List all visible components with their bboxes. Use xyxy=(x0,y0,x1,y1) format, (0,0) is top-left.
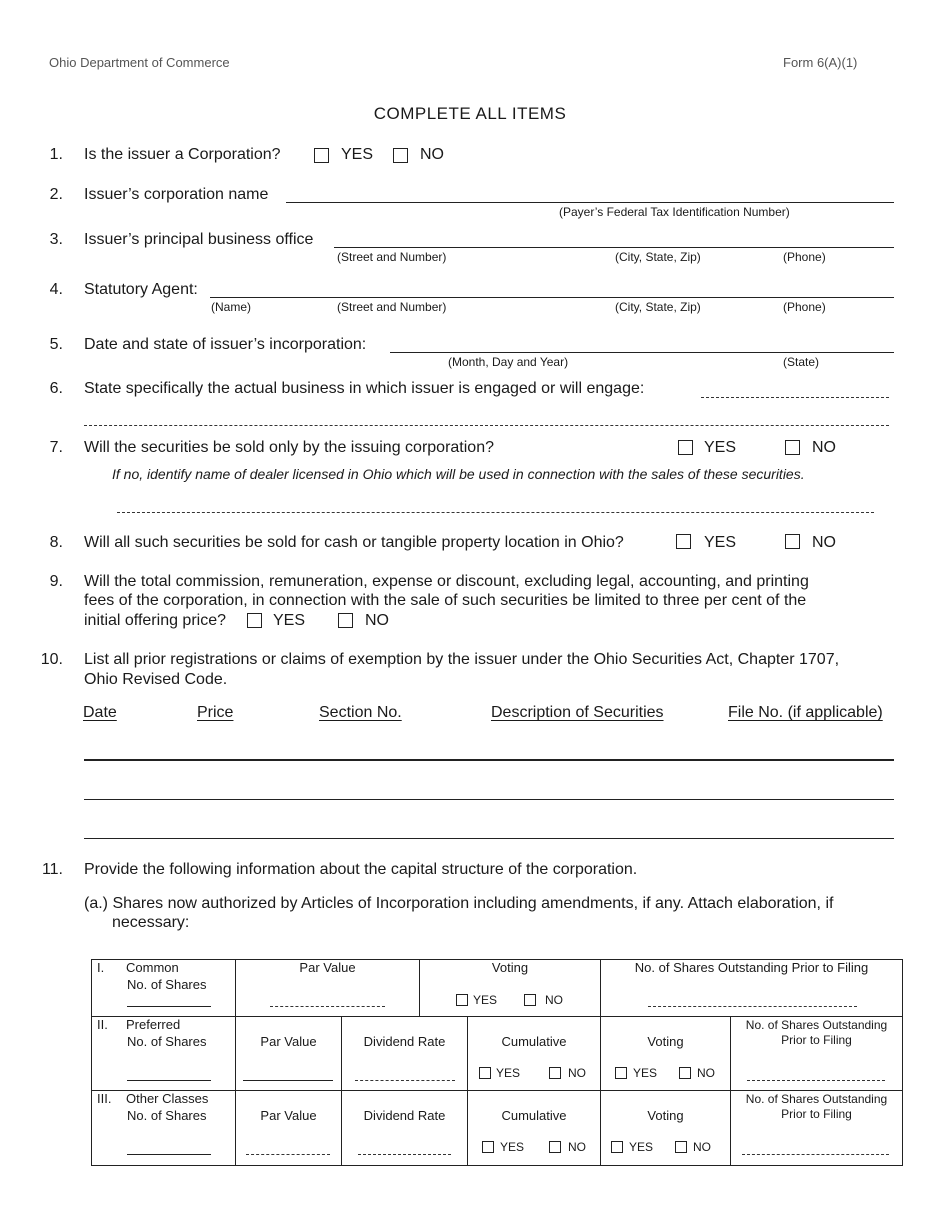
item-number: 6. xyxy=(49,380,63,397)
row3-class: Other Classes xyxy=(126,1091,209,1106)
q1-yes-label: YES xyxy=(341,146,374,163)
row2-cumulative-yes-label: YES xyxy=(496,1066,521,1080)
row1-shares-label: No. of Shares xyxy=(127,977,207,992)
q7-dealer-field[interactable] xyxy=(117,512,874,513)
q6-business-field-line2[interactable] xyxy=(84,425,889,426)
q10-entry-line[interactable] xyxy=(84,838,894,839)
q4-name-caption: (Name) xyxy=(211,300,252,314)
q5-date-caption: (Month, Day and Year) xyxy=(448,355,569,369)
row3-par-field[interactable] xyxy=(246,1154,330,1155)
row3-cumulative-label: Cumulative xyxy=(501,1108,567,1123)
q1-no-checkbox[interactable] xyxy=(393,148,408,163)
q10-col-price: Price xyxy=(197,704,234,721)
q10-line2: Ohio Revised Code. xyxy=(84,671,228,688)
q9-yes-checkbox[interactable] xyxy=(247,613,262,628)
q3-label: Issuer’s principal business office xyxy=(84,231,314,248)
row3-outstanding-label-1: No. of Shares Outstanding xyxy=(745,1092,888,1106)
item-number: 4. xyxy=(49,281,63,298)
table-border xyxy=(91,1016,903,1017)
row2-outstanding-label-1: No. of Shares Outstanding xyxy=(745,1018,888,1032)
row2-voting-no-label: NO xyxy=(697,1066,715,1080)
row3-outstanding-label-2: Prior to Filing xyxy=(781,1107,852,1121)
table-border xyxy=(91,1165,903,1166)
q1-no-label: NO xyxy=(420,146,444,163)
q5-date-state-field[interactable] xyxy=(390,352,894,353)
q5-state-caption: (State) xyxy=(783,355,820,369)
q6-business-field[interactable] xyxy=(701,397,889,398)
row2-cumulative-yes-checkbox[interactable] xyxy=(479,1067,491,1079)
row2-voting-yes-checkbox[interactable] xyxy=(615,1067,627,1079)
q1-label: Is the issuer a Corporation? xyxy=(84,146,281,163)
row3-cumulative-yes-checkbox[interactable] xyxy=(482,1141,494,1153)
row2-voting-label: Voting xyxy=(647,1034,684,1049)
item-number: 7. xyxy=(49,439,63,456)
row2-class: Preferred xyxy=(126,1017,181,1032)
row1-voting-no-checkbox[interactable] xyxy=(524,994,536,1006)
row3-dividend-field[interactable] xyxy=(358,1154,451,1155)
row2-shares-label: No. of Shares xyxy=(127,1034,207,1049)
row3-cumulative-no-checkbox[interactable] xyxy=(549,1141,561,1153)
row2-outstanding-field[interactable] xyxy=(747,1080,885,1081)
row2-cumulative-no-checkbox[interactable] xyxy=(549,1067,561,1079)
row3-cumulative-no-label: NO xyxy=(568,1140,586,1154)
row2-cumulative-label: Cumulative xyxy=(501,1034,567,1049)
item-number: 9. xyxy=(49,573,63,590)
row3-shares-field[interactable] xyxy=(127,1154,211,1155)
row3-voting-yes-label: YES xyxy=(629,1140,654,1154)
q4-phone-caption: (Phone) xyxy=(783,300,826,314)
item-number: 11. xyxy=(41,861,63,878)
row3-cumulative-yes-label: YES xyxy=(500,1140,525,1154)
q2-label: Issuer’s corporation name xyxy=(84,186,269,203)
q9-line3: initial offering price? xyxy=(84,612,227,629)
q4-label: Statutory Agent: xyxy=(84,281,198,298)
item-number: 10. xyxy=(40,651,63,668)
q9-line1: Will the total commission, remuneration, expense or discount, excluding legal, accounting, and printing xyxy=(84,573,809,590)
row3-outstanding-field[interactable] xyxy=(742,1154,889,1155)
row2-voting-yes-label: YES xyxy=(633,1066,658,1080)
q3-city-caption: (City, State, Zip) xyxy=(615,250,701,264)
row3-voting-no-label: NO xyxy=(693,1140,711,1154)
row3-voting-no-checkbox[interactable] xyxy=(675,1141,687,1153)
q4-street-caption: (Street and Number) xyxy=(337,300,447,314)
row2-cumulative-no-label: NO xyxy=(568,1066,586,1080)
table-border xyxy=(902,959,903,1166)
row1-par-label: Par Value xyxy=(299,960,356,975)
q10-entry-line[interactable] xyxy=(84,759,894,761)
q1-yes-checkbox[interactable] xyxy=(314,148,329,163)
q7-no-label: NO xyxy=(812,439,836,456)
table-border xyxy=(91,1090,903,1091)
q9-no-checkbox[interactable] xyxy=(338,613,353,628)
q10-entry-line[interactable] xyxy=(84,799,894,800)
row1-voting-yes-checkbox[interactable] xyxy=(456,994,468,1006)
row2-roman: II. xyxy=(97,1017,108,1032)
row1-outstanding-label: No. of Shares Outstanding Prior to Filing xyxy=(634,960,869,975)
q7-yes-label: YES xyxy=(704,439,737,456)
q4-city-caption: (City, State, Zip) xyxy=(615,300,701,314)
item-number: 2. xyxy=(49,186,63,203)
q7-label: Will the securities be sold only by the issuing corporation? xyxy=(84,439,494,456)
q10-col-file-no: File No. (if applicable) xyxy=(728,704,883,721)
row2-voting-no-checkbox[interactable] xyxy=(679,1067,691,1079)
q3-street-caption: (Street and Number) xyxy=(337,250,447,264)
row3-voting-label: Voting xyxy=(647,1108,684,1123)
q8-yes-checkbox[interactable] xyxy=(676,534,691,549)
row2-dividend-label: Dividend Rate xyxy=(363,1034,446,1049)
row2-par-field[interactable] xyxy=(243,1080,333,1081)
row3-shares-label: No. of Shares xyxy=(127,1108,207,1123)
q11a-line1: (a.) Shares now authorized by Articles of Incorporation including amendments, if any. Attach elaboration, if xyxy=(84,895,834,912)
q3-phone-caption: (Phone) xyxy=(783,250,826,264)
q7-no-checkbox[interactable] xyxy=(785,440,800,455)
row1-voting-yes-label: YES xyxy=(473,993,498,1007)
q2-name-field[interactable] xyxy=(286,202,894,203)
row3-voting-yes-checkbox[interactable] xyxy=(611,1141,623,1153)
agency-name: Ohio Department of Commerce xyxy=(49,55,230,70)
row1-voting-no-label: NO xyxy=(545,993,563,1007)
item-number: 1. xyxy=(49,146,63,163)
row1-outstanding-field[interactable] xyxy=(648,1006,857,1007)
q10-line1: List all prior registrations or claims of exemption by the issuer under the Ohio Securities Act, Chapter 1707, xyxy=(84,651,840,668)
q8-label: Will all such securities be sold for cash or tangible property location in Ohio? xyxy=(84,534,624,551)
form-id: Form 6(A)(1) xyxy=(783,55,858,70)
item-number: 3. xyxy=(49,231,63,248)
row3-roman: III. xyxy=(97,1091,112,1106)
q2-tax-id-caption: (Payer’s Federal Tax Identification Number) xyxy=(559,205,790,219)
row1-par-field[interactable] xyxy=(270,1006,385,1007)
table-border xyxy=(91,959,92,1166)
q7-yes-checkbox[interactable] xyxy=(678,440,693,455)
q10-col-section: Section No. xyxy=(319,704,402,721)
q10-col-date: Date xyxy=(83,704,117,721)
q9-no-label: NO xyxy=(365,612,389,629)
row1-class: Common xyxy=(126,960,179,975)
q8-no-label: NO xyxy=(812,534,836,551)
q8-yes-label: YES xyxy=(704,534,737,551)
q7-dealer-note: If no, identify name of dealer licensed in Ohio which will be used in connection with the sales of these securities. xyxy=(112,466,805,482)
row1-voting-label: Voting xyxy=(491,960,529,975)
row3-par-label: Par Value xyxy=(260,1108,317,1123)
row1-roman: I. xyxy=(97,960,105,975)
q9-yes-label: YES xyxy=(273,612,306,629)
q8-no-checkbox[interactable] xyxy=(785,534,800,549)
item-number: 5. xyxy=(49,336,63,353)
page-title: COMPLETE ALL ITEMS xyxy=(373,104,567,123)
row1-shares-field[interactable] xyxy=(127,1006,211,1007)
q11-label: Provide the following information about the capital structure of the corporation. xyxy=(84,861,638,878)
row2-shares-field[interactable] xyxy=(127,1080,211,1081)
item-number: 8. xyxy=(49,534,63,551)
q11a-line2: necessary: xyxy=(112,914,190,931)
row2-dividend-field[interactable] xyxy=(355,1080,455,1081)
row2-outstanding-label-2: Prior to Filing xyxy=(781,1033,852,1047)
q10-col-description: Description of Securities xyxy=(491,704,664,721)
q6-label: State specifically the actual business in which issuer is engaged or will engage: xyxy=(84,380,645,397)
q5-label: Date and state of issuer’s incorporation: xyxy=(84,336,367,353)
row2-par-label: Par Value xyxy=(260,1034,317,1049)
q9-line2: fees of the corporation, in connection with the sale of such securities be limited to three per cent of the xyxy=(84,592,807,609)
q3-office-field[interactable] xyxy=(334,247,894,248)
q4-agent-field[interactable] xyxy=(210,297,894,298)
row3-dividend-label: Dividend Rate xyxy=(363,1108,446,1123)
